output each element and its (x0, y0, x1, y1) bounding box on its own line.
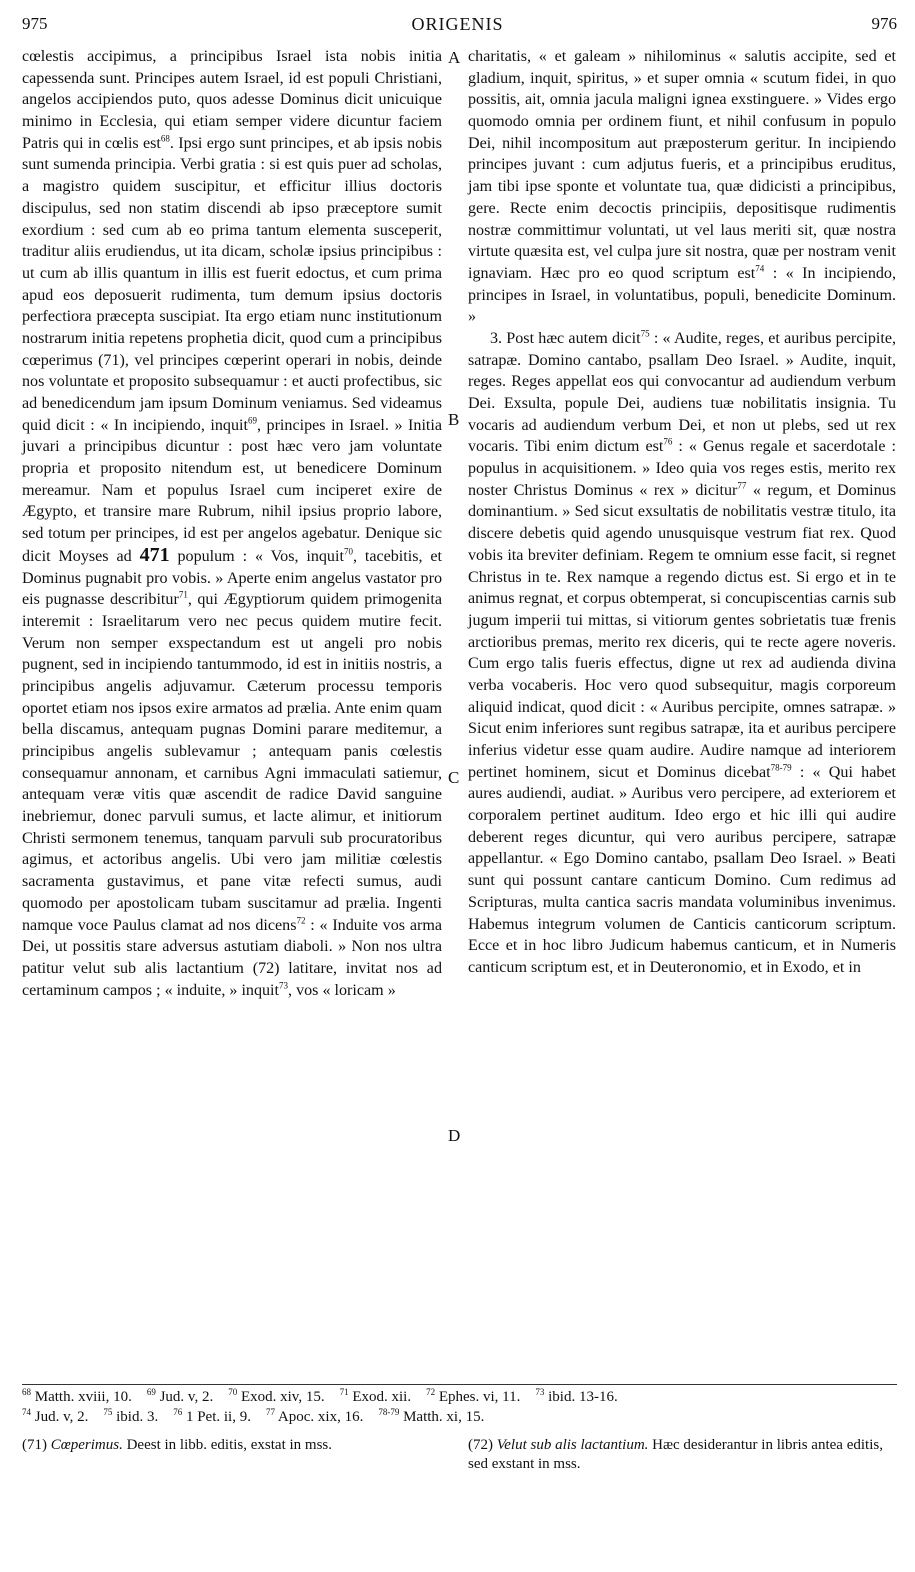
ref-entry (103, 1409, 158, 1425)
ref-text: Exod. xii. (352, 1389, 412, 1405)
ref-number: 71 (339, 1387, 349, 1397)
text-run: : « Induite vos arma Dei, ut possitis stare adversus astutiam diaboli. » Non nos ultra patitur velut sub alis lactantium (72) latitare, invitat nos ad certaminum campos ; « induite, » inquit (22, 916, 442, 999)
text-run: charitatis, « et galeam » nihilominus « salutis accipite, sed et gladium, inquit, spiritus, » et super omnia « scutum fidei, in quo possitis, ait, omnia jacula maligni ignea exstinguere. » Vides ergo quomodo omnia per ordinem fiunt, et nihil confusum in populo Dei, nihil incompositum aut præposterum geritur. In incipiendo principes juvant : cum adjutus fueris, et a principibus eruditus, jam tibi ipse sponte et voluntate tua, quæ didicisti a principibus, gere. Recte enim decoctis principiis, depositisque rudimentis nostræ committimur voluntati, ut vel laus meriti sit, quæ nostra virtute quæsita est, vel culpa jure sit nostra, quæ per nostram venit ignaviam. Hæc pro eo quod scriptum est (468, 48, 896, 282)
text-run: : « Qui habet aures audiendi, audiat. » Auribus vero percipere, ad exteriorem et corporalem pertinet auditum. Ideo ergo et hic illi qui audire deberent reges dicuntur, qui vero auribus percipere, satrapæ appellantur. « Ego Domino cantabo, psallam Deo Israel. » Beati sunt qui possunt cantare canticum Domino. Cum redimus ad Scripturas, multa cantica sacris mandata voluminibus invenimus. Habemus integrum volumen de Canticis canticorum scriptum. Ecce et in hoc libro Judicum habemus canticum, et in Numeris canticum scriptum est, et in Deuteronomio, et in Exodo, et in (468, 763, 897, 976)
text-run: : « In incipiendo, principes in Israel, in voluntatibus, populi, benedicite Dominum. » (468, 264, 896, 326)
ref-text: Jud. v, 2. (159, 1389, 214, 1405)
ref-number: 77 (265, 1407, 275, 1417)
ref-entry (340, 1389, 412, 1405)
references-line-1 (22, 1387, 897, 1407)
ref-entry (266, 1409, 363, 1425)
ref-number: 75 (103, 1407, 113, 1417)
ref-number: 76 (173, 1407, 183, 1417)
ref-text: Matth. xviii, 10. (34, 1389, 132, 1405)
ref-text: ibid. 13-16. (548, 1389, 618, 1405)
ref-marker: 69 (247, 415, 257, 426)
ref-number: 73 (535, 1387, 545, 1397)
footnote-text: Hæc desiderantur in libris antea editis, sed exstant in mss. (468, 1437, 883, 1472)
footnote-term: Velut sub alis lactantium. (496, 1437, 649, 1453)
margin-letter-c: C (448, 768, 460, 787)
ref-marker: 75 (640, 328, 650, 339)
text-run: cœlestis accipimus, a principibus Israel ista nobis initia capessenda sunt. Principes autem Israel, id est populi Christiani, angelos accipiendos puto, quos adesse Dominus dicit unicuique minimo in Ecclesia, qui etiam semper videre dicuntur faciem Patris qui in cœlis est (22, 48, 442, 152)
text-run: , principes in Israel. » Initia juvari a principibus dicuntur : post hæc vero jam voluntate propria et proposito nitendum est, ut benedicere Dominum mereamur. Nam et populus Israel cum inciperet exire de Ægypto, et transire mare Rubrum, nihil ipsius proprio labore, sed totum per principes, id est per angelos agebatur. Denique sic dicit Moyses ad (22, 416, 442, 565)
margin-letter-b: B (448, 410, 460, 429)
ref-text: 1 Pet. ii, 9. (185, 1409, 251, 1425)
left-column-number: 975 (22, 14, 48, 33)
ref-number: 68 (22, 1387, 31, 1397)
ref-number: 74 (22, 1407, 31, 1417)
footnote-term: Cœperimus. (50, 1437, 123, 1453)
ref-number: 72 (426, 1387, 436, 1397)
text-run: . Ipsi ergo sunt principes, et ab ipsis nobis sunt sumenda principia. Verbi gratia : si est quis puer ad scholas, a magistro quidem suscipitur, et efficitur illius doctoris discipulus, sed non statim discendi ab ipso præceptore sumit exordium : sed cum ab eo prima tantum elementa susceperit, traditur aliis erudiendus, ut ita dicam, scholæ ipsius principibus : ut cum ab illis quantum in illis est fuerit edoctus, et cum prima apud eos deposuerit rudimenta, tum demum ipsius doctoris perfectiora præcepta suscipiat. Ita ergo etiam nunc institutionum nostrarum initia repetens prophetia dicit, quod cum a principibus cœperimus (71), vel principes cœperint operari in nobis, deinde nos voluntate et proposito subsequamur : et aucti profectibus, sic ad benedicendum jam ipsum Dominum veniamus. Sed videamus quid dicit : « In incipiendo, inquit (22, 134, 442, 434)
footnote-number: (71) (22, 1437, 47, 1453)
footnote-72 (468, 1436, 896, 1474)
text-run: « regum, et Dominus dominantium. » Sed sicut exsultatis de nobilitatis vestræ titulo, ita discere debetis quid agendo unusquisque vestrum fiat rex. Quod vobis ita breviter definiam. Regem te omnium esse facit, si regnet Christus in te. Rex namque a regendo dictus est. Si ergo et in te animus regnat, et corpus obtemperat, si concupiscentias carnis sub jugum imperii tui mittas, si vitiorum gentes sobrietatis tuæ frenis arctioribus premas, merito rex diceris, qui te recte agere noveris. Cum ergo talis fueris effectus, digne ut rex ad audienda divina verba vocaberis. Hoc vero quod subsequitur, magis corporeum aliquid indicat, quod dicit : « Auribus percipite, omnes satrapæ. » Sicut enim inferiores sunt regibus satrapæ, ita et auribus percipere inferius videtur esse quam audire. Audire namque ad interiorem pertinet hominem, sicut et Dominus dicebat (468, 481, 896, 781)
ref-marker: 68 (160, 133, 170, 144)
ref-text: Ephes. vi, 11. (438, 1389, 521, 1405)
text-run: , vos « loricam » (288, 981, 396, 999)
right-text-column (468, 46, 896, 979)
scripture-references (22, 1384, 897, 1427)
ref-marker: 70 (343, 546, 353, 557)
margin-letter-d: D (448, 1126, 461, 1145)
left-paragraph (22, 46, 442, 1001)
text-run: 3. Post hæc autem dicit (490, 329, 641, 347)
references-line-2 (22, 1407, 897, 1427)
ref-text: Exod. xiv, 15. (240, 1389, 325, 1405)
right-paragraph (468, 328, 896, 979)
text-run: populum : « Vos, inquit (177, 547, 344, 565)
ref-marker: 78-79 (770, 762, 792, 773)
ref-text: Jud. v, 2. (34, 1409, 89, 1425)
footnote-71 (22, 1436, 442, 1455)
ref-entry (535, 1389, 617, 1405)
ref-entry (147, 1389, 213, 1405)
margin-letter-a: A (448, 48, 461, 67)
ref-entry (173, 1409, 251, 1425)
ref-entry (426, 1389, 520, 1405)
ref-number: 78-79 (378, 1407, 400, 1417)
ref-number: 69 (146, 1387, 156, 1397)
original-column-number: 471 (139, 543, 170, 566)
ref-text: Matth. xi, 15. (403, 1409, 485, 1425)
footnote-text: Deest in libb. editis, exstat in mss. (122, 1437, 332, 1453)
ref-entry (22, 1409, 88, 1425)
ref-marker: 71 (178, 589, 188, 600)
text-run: , tacebitis, et Dominus pugnabit pro vobis. » Aperte enim angelus vastator pro eis pugnasse describitur (22, 547, 443, 609)
ref-entry (22, 1389, 132, 1405)
text-run: , qui Ægyptiorum quidem primogenita interemit : Israelitarum vero nec pecus quidem mutire fecit. Verum non semper exspectandum est ut angeli pro nobis pugnent, sed in incipiendo tantummodo, id est in initiis nostris, a principibus angelis adjuvamur. Cæterum processu temporis oportet etiam nos ipsos exire armatos ad prælia. Ante enim quam bella discamus, antequam pugnas Domini parare meditemur, a principibus angelis sublevamur ; antequam panis cœlestis consequamur annonam, et carnibus Agni immaculati satiemur, antequam veræ vitis quæ ascendit de radice David sanguine inebriemur, donec parvuli sumus, et lacte alimur, et initiorum Christi sermonem tenemus, tanquam parvuli sub procuratoribus agimus, et actoribus angelis. Ubi vero jam militiæ cœlestis sacramenta gustavimus, et pane vitæ refecti sumus, audi quomodo per apostolicam tubam suscitamur ad prælia. Ingenti namque voce Paulus clamat ad nos dicens (22, 591, 443, 934)
ref-text: ibid. 3. (116, 1409, 159, 1425)
ref-entry (228, 1389, 324, 1405)
text-run: : « Genus regale et sacerdotale : populus in acquisitionem. » Ideo quia vos reges estis, merito rex noster Christus Dominus « rex » dicitur (468, 438, 897, 499)
left-text-column (22, 46, 442, 1001)
ref-marker: 77 (737, 480, 747, 491)
right-paragraph (468, 46, 896, 328)
footnote-number: (72) (468, 1437, 493, 1453)
ref-marker: 72 (296, 915, 306, 926)
ref-marker: 76 (663, 437, 673, 448)
right-column-number: 976 (871, 14, 897, 33)
ref-text: Apoc. xix, 16. (277, 1409, 364, 1425)
ref-marker: 73 (279, 980, 289, 991)
ref-entry (378, 1409, 484, 1425)
running-title: ORIGENIS (411, 14, 504, 34)
ref-marker: 74 (755, 263, 765, 274)
ref-number: 70 (228, 1387, 238, 1397)
text-run: : « Audite, reges, et auribus percipite, satrapæ. Domino cantabo, psallam Deo Israel. » Audite, inquit, reges. Reges appellat eos qui convocantur ad audiendum verbum Dei. Exsulta, popule Dei, audiens tuæ nobilitatis insignia. Tu vocaris ad audiendum verbum Dei, et non ut plebs, sed ut rex vocaris. Tibi enim dictum est (468, 329, 897, 456)
page-header (0, 14, 915, 42)
